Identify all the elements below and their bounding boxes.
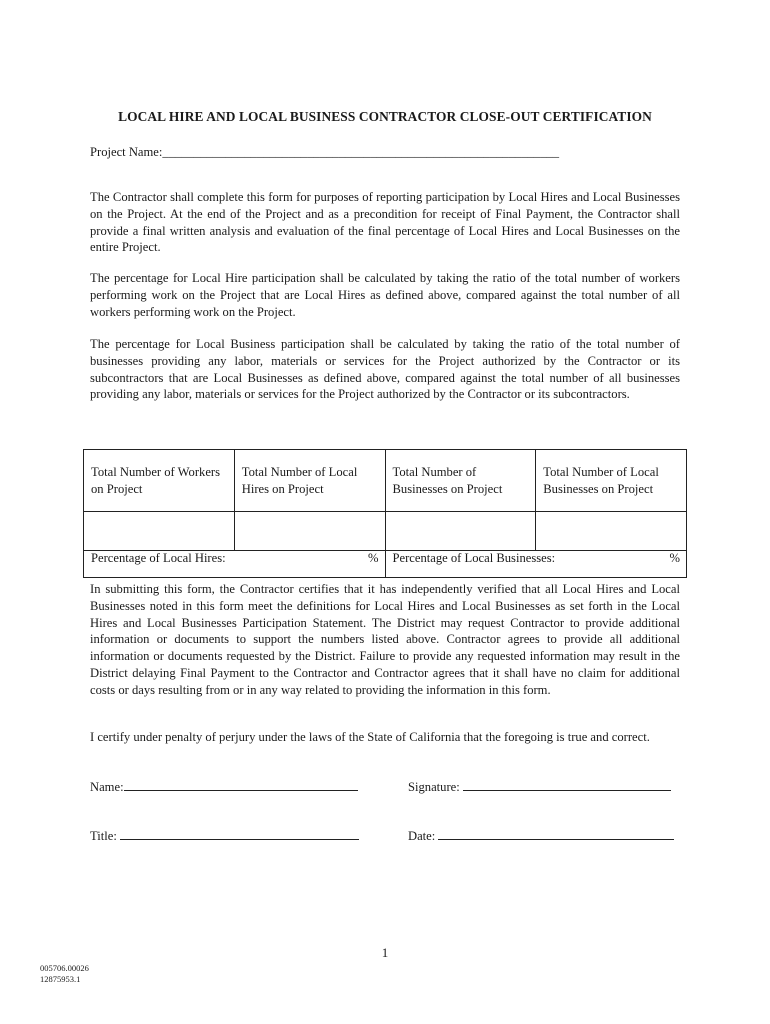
project-name-label: Project Name: (90, 145, 163, 159)
signature-label: Signature: (408, 780, 460, 794)
title-line[interactable] (120, 827, 359, 840)
name-line[interactable] (124, 778, 358, 791)
pct-local-hires-label: Percentage of Local Hires: (91, 551, 226, 565)
pct-local-business-label: Percentage of Local Businesses: (392, 551, 556, 565)
local-business-calculation-paragraph: The percentage for Local Business participation shall be calculated by taking the ratio of the total number of businesses providing any labor, materials or services for the Project authorized by the Contractor or its subcontractors that are Local Businesses as defined above, compared against the total number of all businesses providing any labor, materials or services for the Project authorized by the Contractor or its subcontractors. (90, 337, 680, 402)
date-line[interactable] (438, 827, 674, 840)
header-local-businesses: Total Number of Local Businesses on Project (536, 450, 687, 512)
header-local-hires: Total Number of Local Hires on Project (234, 450, 385, 512)
signature-line[interactable] (463, 778, 671, 791)
local-hires-input[interactable] (234, 512, 385, 551)
table-entry-row (84, 512, 687, 551)
title-label: Title: (90, 829, 117, 843)
name-label: Name: (90, 780, 124, 794)
page-number: 1 (381, 945, 389, 960)
reference-line-2: 12875953.1 (40, 974, 81, 984)
instructions-paragraph: The Contractor shall complete this form for purposes of reporting participation by Local Hires and Local Businesses on the Project. At the end of the Project and as a precondition for receipt of Final Payment, the Contractor shall provide a final written analysis and evaluation of the final percentage of Local Hires and Local Businesses on the entire Project. (90, 190, 680, 255)
header-total-workers: Total Number of Workers on Project (84, 450, 235, 512)
date-field[interactable] (408, 827, 674, 844)
title-field[interactable] (90, 827, 359, 844)
pct-local-hires-symbol: % (368, 551, 379, 565)
participation-table (83, 449, 687, 578)
table-header-row (84, 450, 687, 512)
certification-paragraph: In submitting this form, the Contractor certifies that it has independently verified that all Local Hires and Local Businesses noted in this form meet the definitions for Local Hires and Local Businesses as set forth in the Local Hires and Local Businesses Participation Statement. The District may request Contractor to provide additional information or documents to support the numbers listed above. Contractor agrees to provide all additional information or documents requested by the District. Failure to provide any requested information may result in the District delaying Final Payment to the Contractor and Contractor agrees that it shall have no claim for additional costs or days resulting from or in any way related to providing the information in this form. (90, 582, 680, 697)
pct-local-business-cell[interactable] (385, 551, 687, 578)
total-workers-input[interactable] (84, 512, 235, 551)
perjury-statement: I certify under penalty of perjury under the laws of the State of California that the foregoing is true and correct. (90, 730, 650, 744)
table-percentage-row (84, 551, 687, 578)
pct-local-business-symbol: % (669, 551, 680, 565)
document-reference (40, 963, 89, 985)
pct-local-hires-cell[interactable] (84, 551, 386, 578)
project-name-field[interactable] (90, 144, 680, 161)
document-title: LOCAL HIRE AND LOCAL BUSINESS CONTRACTOR CLOSE-OUT CERTIFICATION (118, 109, 652, 124)
total-businesses-input[interactable] (385, 512, 536, 551)
project-name-line[interactable]: _______________________________________________________________ (162, 145, 560, 159)
local-businesses-input[interactable] (536, 512, 687, 551)
local-hire-calculation-paragraph: The percentage for Local Hire participation shall be calculated by taking the ratio of the total number of workers performing work on the Project that are Local Hires as defined above, compared against the total number of all workers performing work on the Project. (90, 271, 680, 319)
signature-field[interactable] (408, 778, 671, 795)
header-total-businesses: Total Number of Businesses on Project (385, 450, 536, 512)
reference-line-1: 005706.00026 (40, 963, 89, 973)
date-label: Date: (408, 829, 436, 843)
name-field[interactable] (90, 778, 358, 795)
